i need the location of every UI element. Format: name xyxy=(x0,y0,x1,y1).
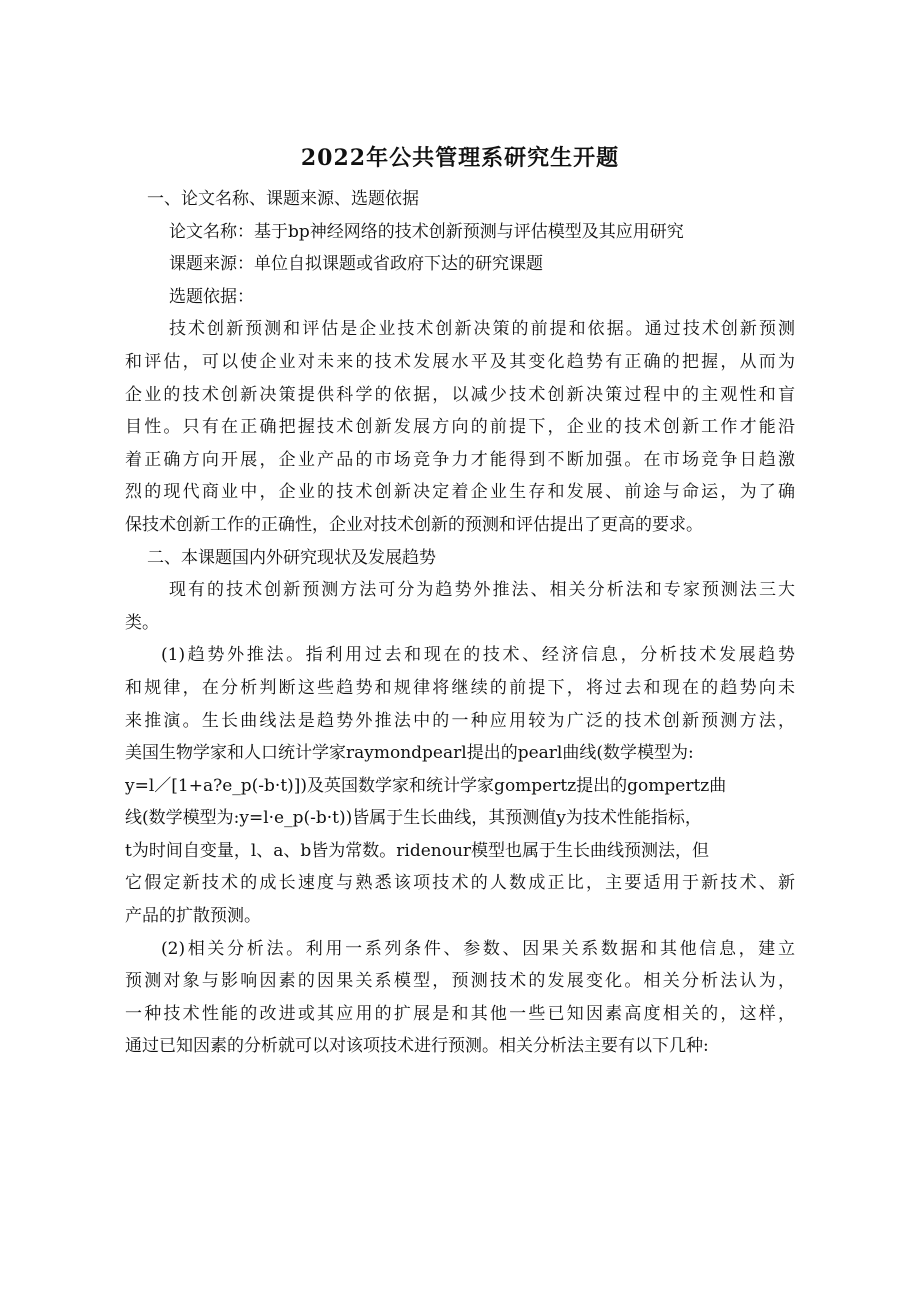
paragraph-line: 来推演。生长曲线法是趋势外推法中的一种应用较为广泛的技术创新预测方法， xyxy=(125,710,795,731)
paragraph-line: t为时间自变量，l、a、b皆为常数。ridenour模型也属于生长曲线预测法，但 xyxy=(125,840,710,861)
paragraph-line: 预测对象与影响因素的因果关系模型，预测技术的发展变化。相关分析法认为， xyxy=(125,971,795,992)
paragraph-line: 企业的技术创新决策提供科学的依据，以减少技术创新决策过程中的主观性和盲 xyxy=(125,384,795,405)
paragraph-line: 类。 xyxy=(125,612,159,633)
paragraph-line: 美国生物学家和人口统计学家raymondpearl提出的pearl曲线(数学模型为: xyxy=(125,743,694,764)
paragraph-line: 着正确方向开展，企业产品的市场竞争力才能得到不断加强。在市场竞争日趋激 xyxy=(125,449,795,470)
paragraph-line: 和规律，在分析判断这些趋势和规律将继续的前提下，将过去和现在的趋势向未 xyxy=(125,677,795,698)
paragraph-line: y=l／[1+a?e_p(-b·t)])及英国数学家和统计学家gompertz提出的gompertz曲 xyxy=(125,775,727,796)
paragraph-line: 烈的现代商业中，企业的技术创新决定着企业生存和发展、前途与命运，为了确 xyxy=(125,482,795,503)
paragraph-line: 现有的技术创新预测方法可分为趋势外推法、相关分析法和专家预测法三大 xyxy=(169,580,795,601)
paragraph-line: 产品的扩散预测。 xyxy=(125,906,261,927)
paragraph-line: 保技术创新工作的正确性，企业对技术创新的预测和评估提出了更高的要求。 xyxy=(125,514,703,535)
section-heading-1: 一、论文名称、课题来源、选题依据 xyxy=(147,189,419,209)
paragraph-line: 它假定新技术的成长速度与熟悉该项技术的人数成正比，主要适用于新技术、新 xyxy=(125,873,795,894)
document-body xyxy=(125,183,795,1063)
basis-label-line: 选题依据： xyxy=(169,286,254,307)
section-heading-2: 二、本课题国内外研究现状及发展趋势 xyxy=(147,547,436,568)
paragraph-line: 技术创新预测和评估是企业技术创新决策的前提和依据。通过技术创新预测 xyxy=(169,319,795,340)
paragraph-line: 通过已知因素的分析就可以对该项技术进行预测。相关分析法主要有以下几种: xyxy=(125,1036,709,1057)
paragraph-line: (1)趋势外推法。指利用过去和现在的技术、经济信息，分析技术发展趋势 xyxy=(161,645,795,666)
paragraph-line: 目性。只有在正确把握技术创新发展方向的前提下，企业的技术创新工作才能沿 xyxy=(125,417,795,438)
paragraph-line: 和评估，可以使企业对未来的技术发展水平及其变化趋势有正确的把握，从而为 xyxy=(125,351,795,372)
thesis-title-line: 论文名称：基于bp神经网络的技术创新预测与评估模型及其应用研究 xyxy=(169,221,684,242)
paragraph-line: (2)相关分析法。利用一系列条件、参数、因果关系数据和其他信息，建立 xyxy=(161,938,795,959)
topic-source-line: 课题来源：单位自拟课题或省政府下达的研究课题 xyxy=(169,254,543,275)
paragraph-line: 一种技术性能的改进或其应用的扩展是和其他一些已知因素高度相关的，这样， xyxy=(125,1003,795,1024)
paragraph-line: 线(数学模型为:y=l·e_p(-b·t))皆属于生长曲线，其预测值y为技术性能指标， xyxy=(125,808,702,829)
page-title: 2022年公共管理系研究生开题 xyxy=(300,145,620,171)
